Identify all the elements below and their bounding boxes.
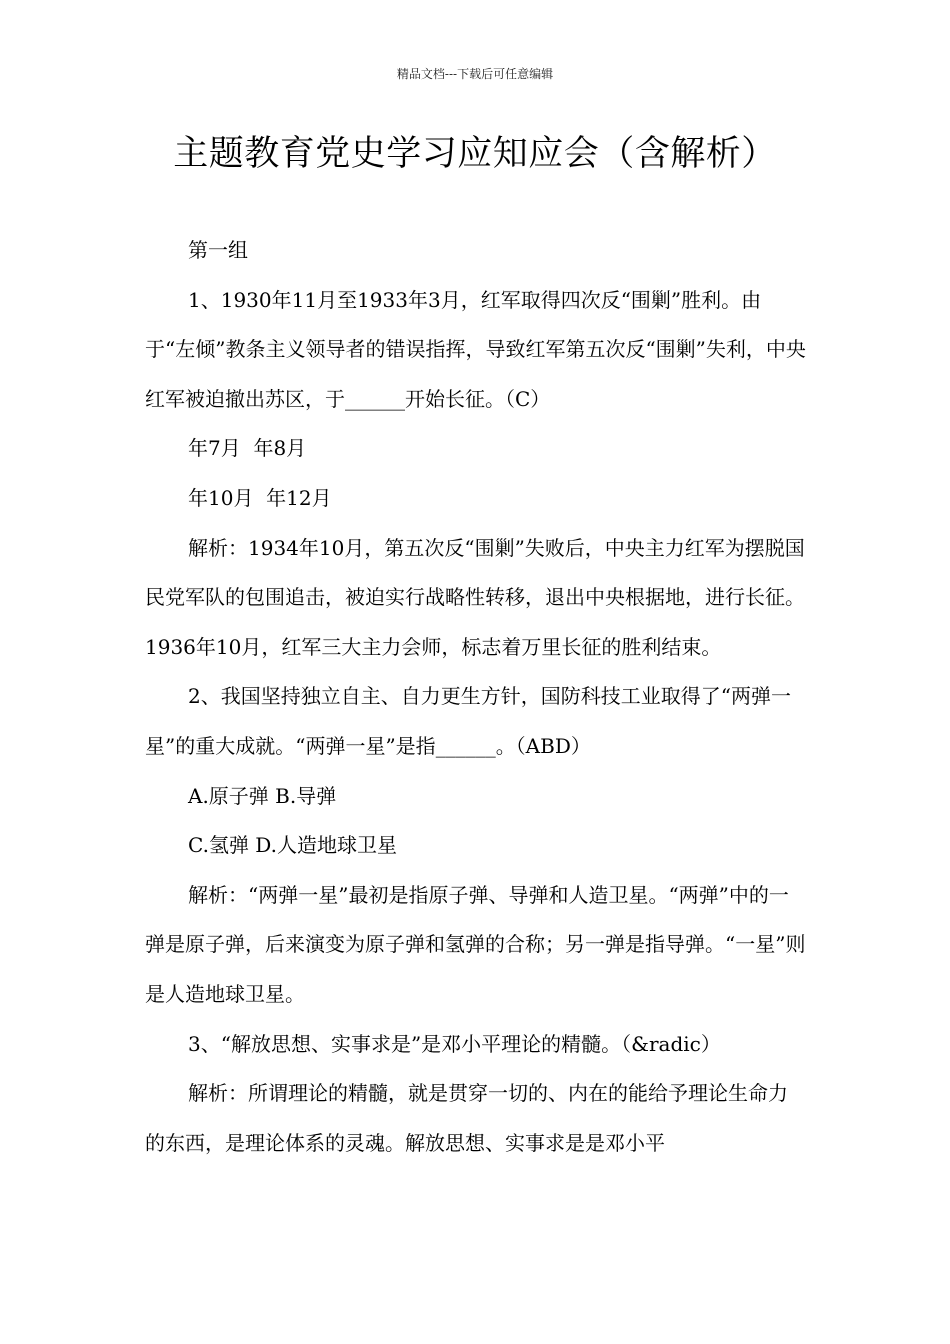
question-1-options-a: 年7月 年8月 [188, 436, 307, 461]
question-3-analysis: 解析：所谓理论的精髓，就是贯穿一切的、内在的能给予理论生命力的东西，是理论体系的灵魂。解放思想、实事求是是邓小平 [145, 1081, 788, 1155]
document-body [145, 226, 807, 1168]
document-title: 主题教育党史学习应知应会（含解析） [173, 134, 777, 174]
question-2-options-a: A.原子弹 B.导弹 [188, 783, 337, 808]
question-2-analysis: 解析：“两弹一星”最初是指原子弹、导弹和人造卫星。“两弹”中的一弹是原子弹，后来演变为原子弹和氢弹的合称；另一弹是指导弹。“一星”则是人造地球卫星。 [145, 882, 806, 1006]
question-1 [145, 276, 807, 425]
question-2-blank: ______ [435, 733, 496, 758]
question-1-answer: 开始长征。（C） [405, 386, 551, 411]
page-header-note: 精品文档---下载后可任意编辑 [396, 67, 554, 81]
question-2-answer: 。（ABD） [495, 733, 591, 758]
question-2-options-b: C.氢弹 D.人造地球卫星 [188, 833, 397, 858]
question-1-blank: ______ [345, 386, 405, 411]
group-label: 第一组 [188, 238, 248, 262]
question-3: 3、“解放思想、实事求是”是邓小平理论的精髓。（&radic） [188, 1031, 721, 1056]
question-1-text: 1、1930年11月至1933年3月，红军取得四次反“围剿”胜利。由于“左倾”教条主义领导者的错误指挥，导致红军第五次反“围剿”失利，中央红军被迫撤出苏区，于 [145, 287, 806, 411]
question-1-options-b: 年10月 年12月 [188, 485, 332, 510]
question-2 [145, 672, 807, 771]
question-2-text: 2、我国坚持独立自主、自力更生方针，国防科技工业取得了“两弹一星”的重大成就。“两弹一星”是指 [145, 684, 791, 758]
question-1-analysis: 解析：1934年10月，第五次反“围剿”失败后，中央主力红军为摆脱国民党军队的包围追击，被迫实行战略性转移，退出中央根据地，进行长征。1936年10月，红军三大主力会师，标志着万里长征的胜利结束。 [145, 535, 805, 659]
